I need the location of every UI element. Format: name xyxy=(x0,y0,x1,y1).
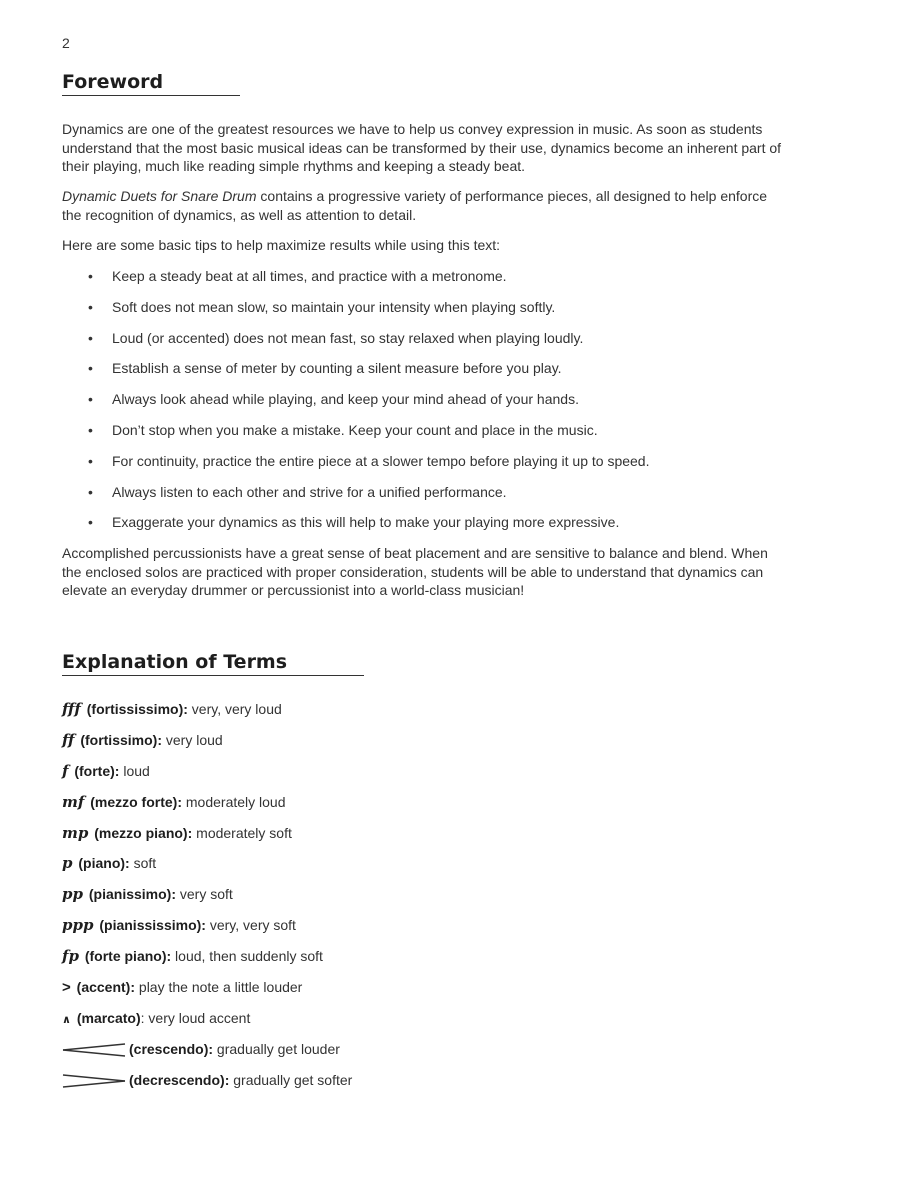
ppp-icon: ppp xyxy=(62,916,94,935)
book-title: Dynamic Duets for Snare Drum xyxy=(62,188,257,204)
fp-icon: fp xyxy=(62,947,79,966)
decrescendo-hairpin-icon xyxy=(62,1073,126,1089)
accent-icon: > xyxy=(62,979,71,997)
foreword-paragraph-1: Dynamics are one of the greatest resources we have to help us convey expression in music. As soon as students understand that the most basic musical ideas can be transformed by their use, dynamics become an inherent part of their playing, much like reading simple rhythms and keeping a steady beat. xyxy=(62,121,782,174)
term-mezzo-forte: mf (mezzo forte): moderately loud xyxy=(62,792,286,811)
foreword-paragraph-2 xyxy=(62,187,782,224)
term-mezzo-piano: mp (mezzo piano): moderately soft xyxy=(62,823,292,842)
bullet-icon: • xyxy=(88,268,93,284)
list-item: • Always look ahead while playing, and keep your mind ahead of your hands. xyxy=(88,391,579,408)
term-piano: p (piano): soft xyxy=(62,854,157,873)
list-item: • Exaggerate your dynamics as this will help to make your playing more expressive. xyxy=(88,514,620,531)
pp-icon: pp xyxy=(62,885,83,904)
terms-heading: Explanation of Terms xyxy=(62,651,364,676)
foreword-paragraph-4: Accomplished percussionists have a great sense of beat placement and are sensitive to balance and blend. When the enclosed solos are practiced with proper consideration, students will be able to understand that dynamics can elevate an everyday drummer or percussionist into a world-class musician! xyxy=(62,545,768,598)
bullet-icon: • xyxy=(88,514,93,531)
terms-list xyxy=(62,699,662,1101)
term-crescendo: (crescendo): gradually get louder xyxy=(62,1039,662,1070)
term-accent: > (accent): play the note a little louder xyxy=(62,979,303,997)
marcato-icon: ∧ xyxy=(62,1013,71,1026)
fff-icon: fff xyxy=(62,700,81,718)
term-fortissimo: ff (fortissimo): very loud xyxy=(62,730,223,749)
mp-icon: mp xyxy=(62,823,89,842)
bullet-icon: • xyxy=(88,329,93,346)
bullet-icon: • xyxy=(88,421,93,438)
term-forte: f (forte): loud xyxy=(62,761,150,780)
term-forte-piano: fp (forte piano): loud, then suddenly soft xyxy=(62,947,323,966)
f-icon: f xyxy=(62,761,69,780)
list-item: • Don’t stop when you make a mistake. Keep your count and place in the music. xyxy=(88,421,598,438)
list-item: • Keep a steady beat at all times, and practice with a metronome. xyxy=(88,268,507,284)
term-pianississimo: ppp (pianississimo): very, very soft xyxy=(62,916,296,935)
term-fortississimo: fff (fortississimo): very, very loud xyxy=(62,700,282,718)
list-item: • Always listen to each other and strive for a unified performance. xyxy=(88,483,507,500)
paragraph-2-text: contains a progressive variety of performance pieces, all designed to help enforce the recognition of dynamics, as well as attention to detail. xyxy=(62,188,768,223)
term-decrescendo: (decrescendo): gradually get softer xyxy=(62,1070,662,1101)
p-icon: p xyxy=(62,854,73,873)
list-item: • Loud (or accented) does not mean fast, so stay relaxed when playing loudly. xyxy=(88,329,584,346)
bullet-icon: • xyxy=(88,360,93,377)
bullet-icon: • xyxy=(88,483,93,500)
tips-list xyxy=(88,267,788,544)
list-item: • Establish a sense of meter by counting a silent measure before you play. xyxy=(88,360,562,377)
list-item: • For continuity, practice the entire piece at a slower tempo before playing it up to speed. xyxy=(88,452,650,469)
page-number: 2 xyxy=(62,35,70,51)
bullet-icon: • xyxy=(88,391,93,408)
term-marcato: ∧ (marcato): very loud accent xyxy=(62,1009,251,1026)
list-item: • Soft does not mean slow, so maintain your intensity when playing softly. xyxy=(88,298,556,315)
bullet-icon: • xyxy=(88,298,93,315)
term-pianissimo: pp (pianissimo): very soft xyxy=(62,885,233,904)
mf-icon: mf xyxy=(62,792,85,811)
foreword-paragraph-3: Here are some basic tips to help maximize results while using this text: xyxy=(62,237,501,253)
crescendo-hairpin-icon xyxy=(62,1042,126,1058)
foreword-heading: Foreword xyxy=(62,71,240,96)
bullet-icon: • xyxy=(88,452,93,469)
ff-icon: ff xyxy=(62,730,75,749)
